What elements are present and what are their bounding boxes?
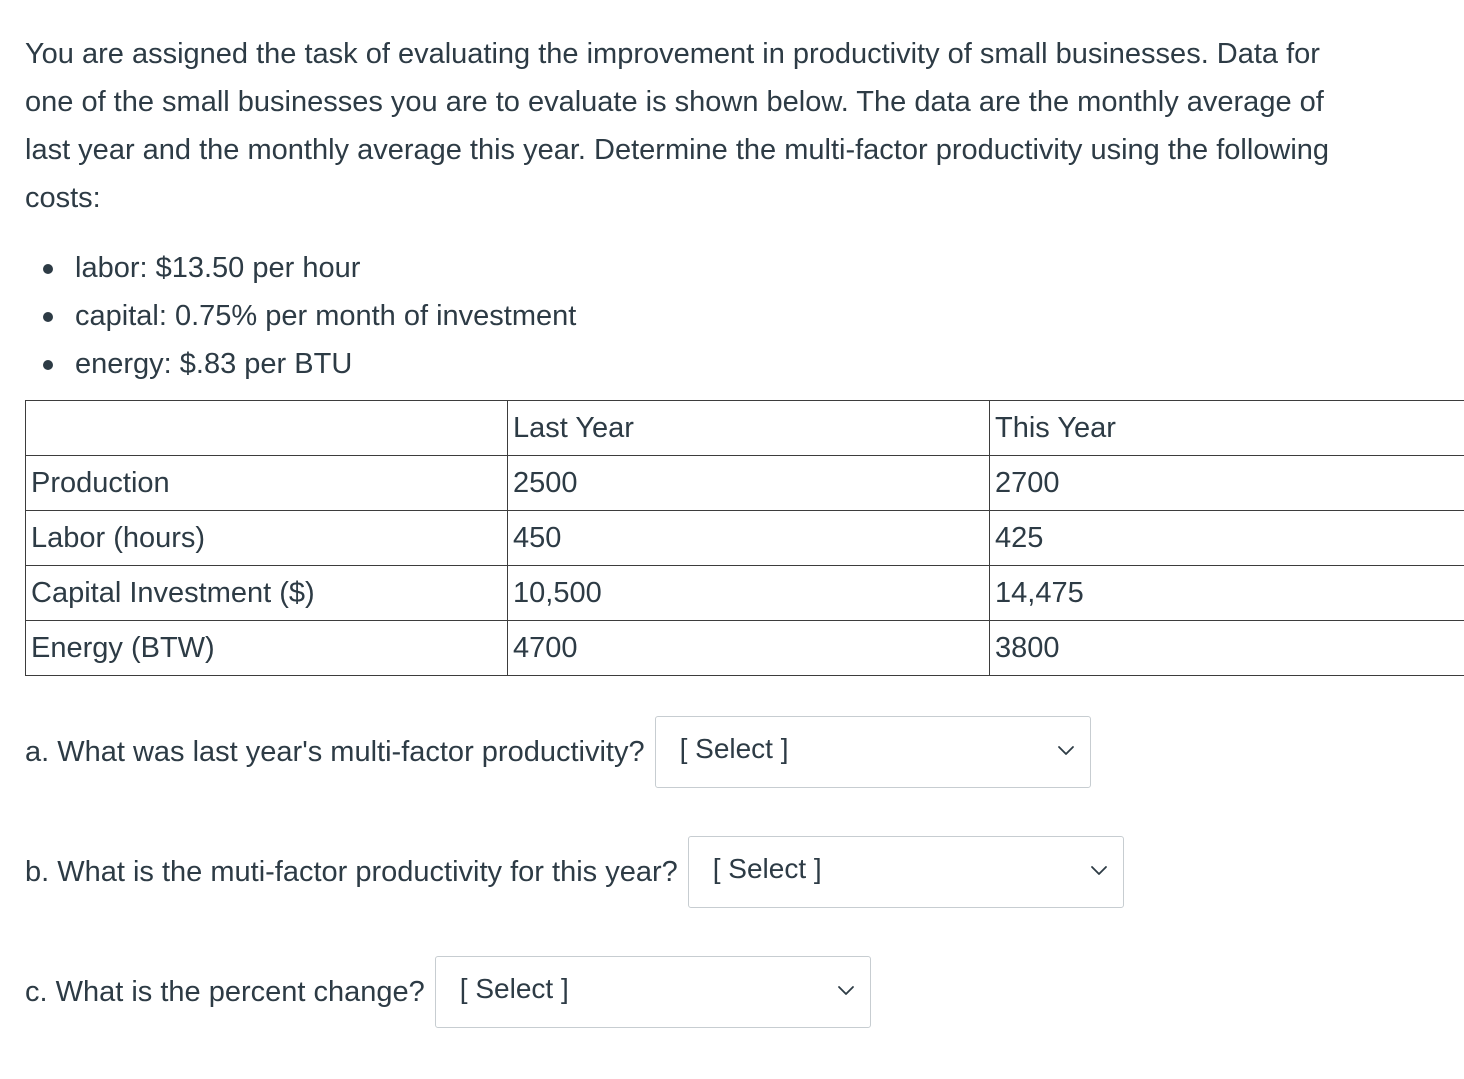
table-cell: Labor (hours) bbox=[26, 511, 508, 566]
bullet-icon bbox=[43, 264, 53, 274]
table-header-cell: Last Year bbox=[508, 401, 990, 456]
question-a-text: a. What was last year's multi-factor productivity? bbox=[25, 735, 645, 768]
cost-item-label: labor: $13.50 per hour bbox=[75, 252, 361, 284]
question-b bbox=[25, 836, 1124, 908]
chevron-down-icon bbox=[1089, 861, 1109, 881]
table-row bbox=[26, 621, 1464, 676]
select-value: [ Select ] bbox=[459, 973, 569, 1004]
answer-b-select[interactable] bbox=[688, 836, 1124, 908]
table-cell: 2700 bbox=[990, 456, 1464, 511]
table-cell: 450 bbox=[508, 511, 990, 566]
question-a bbox=[25, 716, 1091, 788]
intro-line-2: one of the small businesses you are to evaluate is shown below. The data are the monthly average of bbox=[25, 86, 1324, 118]
table-cell: 4700 bbox=[508, 621, 990, 676]
intro-line-3: last year and the monthly average this year. Determine the multi-factor productivity using the following bbox=[25, 134, 1330, 166]
bullet-icon bbox=[43, 312, 53, 322]
productivity-data-table bbox=[25, 400, 1464, 676]
cost-list bbox=[75, 244, 576, 388]
cost-item-label: energy: $.83 per BTU bbox=[75, 348, 353, 380]
table-header-cell: This Year bbox=[990, 401, 1464, 456]
table-cell: 3800 bbox=[990, 621, 1464, 676]
table-row bbox=[26, 456, 1464, 511]
table-header-cell bbox=[26, 401, 508, 456]
select-value: [ Select ] bbox=[679, 733, 789, 764]
table-cell: Production bbox=[26, 456, 508, 511]
question-b-text: b. What is the muti-factor productivity for this year? bbox=[25, 855, 678, 888]
table-cell: Energy (BTW) bbox=[26, 621, 508, 676]
question-c bbox=[25, 956, 871, 1028]
cost-item-energy bbox=[75, 340, 576, 388]
answer-c-select[interactable] bbox=[435, 956, 871, 1028]
question-c-text: c. What is the percent change? bbox=[25, 975, 425, 1008]
question-intro bbox=[25, 30, 1461, 222]
cost-item-labor bbox=[75, 244, 576, 292]
table-row bbox=[26, 566, 1464, 621]
table-cell: 14,475 bbox=[990, 566, 1464, 621]
cost-item-capital bbox=[75, 292, 576, 340]
table-row bbox=[26, 511, 1464, 566]
table-header-row bbox=[26, 401, 1464, 456]
intro-line-1: You are assigned the task of evaluating the improvement in productivity of small businesses. Data for bbox=[25, 38, 1320, 70]
table-cell: 2500 bbox=[508, 456, 990, 511]
chevron-down-icon bbox=[1056, 741, 1076, 761]
table-cell: 10,500 bbox=[508, 566, 990, 621]
bullet-icon bbox=[43, 360, 53, 370]
chevron-down-icon bbox=[836, 981, 856, 1001]
table-cell: Capital Investment ($) bbox=[26, 566, 508, 621]
intro-line-4: costs: bbox=[25, 182, 101, 214]
select-value: [ Select ] bbox=[712, 853, 822, 884]
answer-a-select[interactable] bbox=[655, 716, 1091, 788]
cost-item-label: capital: 0.75% per month of investment bbox=[75, 300, 577, 332]
table-cell: 425 bbox=[990, 511, 1464, 566]
